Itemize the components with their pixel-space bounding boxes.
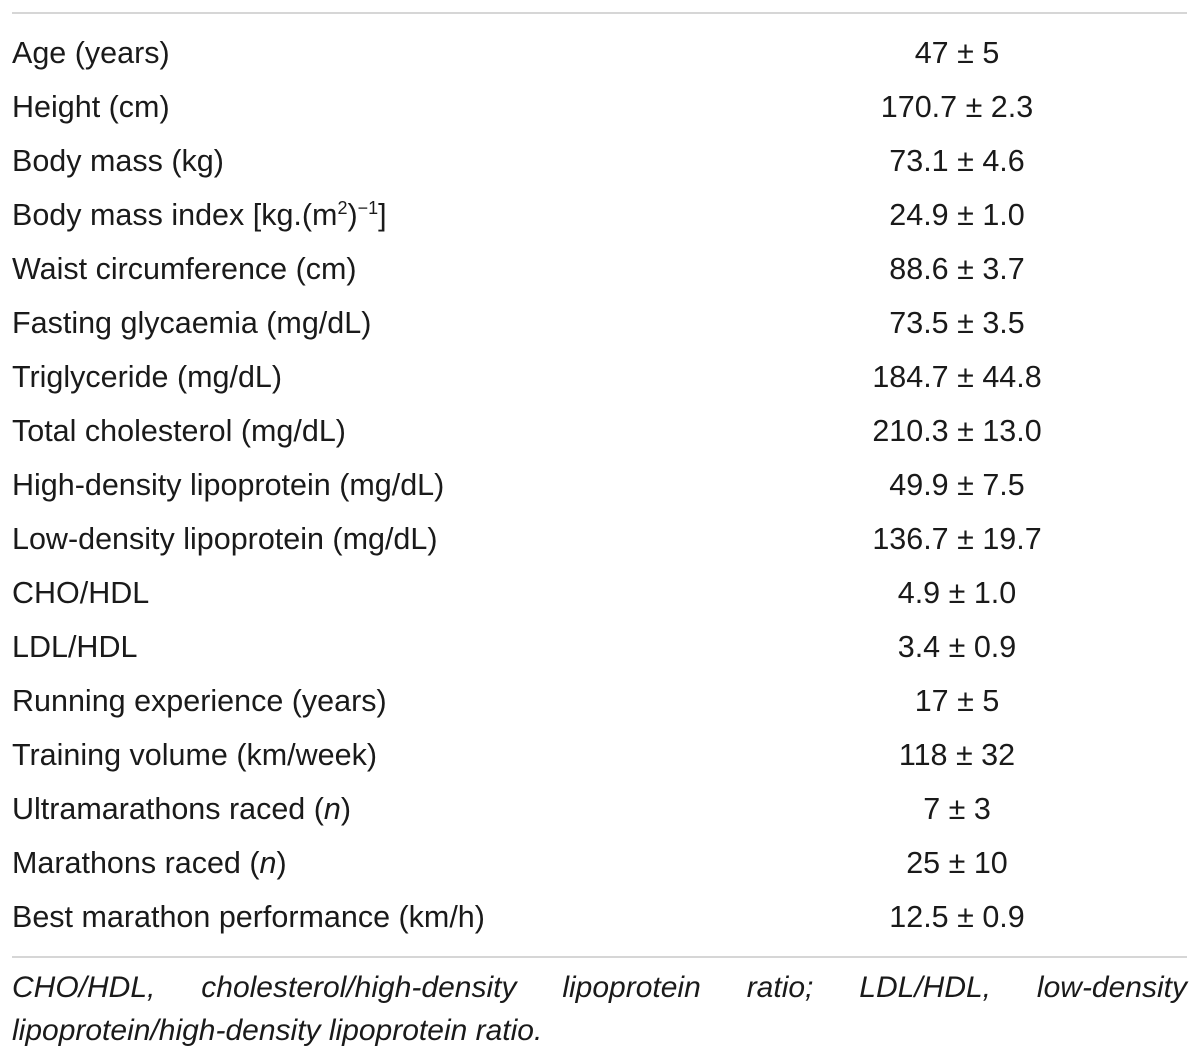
- ultra-label-post: ): [340, 792, 352, 826]
- row-label: Running experience (years): [12, 684, 387, 718]
- table-row: [12, 512, 1187, 566]
- row-label: Body mass (kg): [12, 144, 224, 178]
- table-row: [12, 242, 1187, 296]
- row-value: 47 ± 5: [914, 36, 1000, 70]
- row-value: 88.6 ± 3.7: [889, 252, 1025, 286]
- bmi-label-sup-squared: 2: [337, 197, 348, 218]
- marathons-label-n: n: [259, 846, 277, 880]
- table-row: [12, 404, 1187, 458]
- table-body: [12, 26, 1187, 944]
- table-row: [12, 458, 1187, 512]
- table-row: [12, 26, 1187, 80]
- table-row: [12, 890, 1187, 944]
- row-value: 73.5 ± 3.5: [889, 306, 1025, 340]
- row-label: Low-density lipoprotein (mg/dL): [12, 522, 438, 556]
- bmi-label-pre: Body mass index [kg.(m: [12, 198, 338, 232]
- marathons-label-post: ): [276, 846, 287, 880]
- row-label-marathons: [12, 836, 287, 890]
- row-value: 25 ± 10: [906, 846, 1008, 880]
- table-row: [12, 836, 1187, 890]
- table-row: [12, 674, 1187, 728]
- row-label: Best marathon performance (km/h): [12, 900, 485, 934]
- table-row: [12, 296, 1187, 350]
- row-label: Waist circumference (cm): [12, 252, 357, 286]
- row-value: 73.1 ± 4.6: [889, 144, 1025, 178]
- table-row: [12, 80, 1187, 134]
- row-label: Triglyceride (mg/dL): [12, 360, 283, 394]
- table-footnote: CHO/HDL, cholesterol/high-density lipoprotein ratio; LDL/HDL, low-density lipoprotein/high-density lipoprotein ratio.: [12, 971, 1187, 1047]
- row-value: 7 ± 3: [923, 792, 991, 826]
- row-label-bmi: [12, 188, 387, 242]
- marathons-label-pre: Marathons raced (: [12, 846, 260, 880]
- bmi-label-sup-inverse: −1: [357, 197, 379, 218]
- table-bottom-rule: [12, 956, 1187, 958]
- row-label: Total cholesterol (mg/dL): [12, 414, 346, 448]
- row-label: Age (years): [12, 36, 170, 70]
- row-label: Fasting glycaemia (mg/dL): [12, 306, 372, 340]
- table-row: [12, 782, 1187, 836]
- row-value: 17 ± 5: [914, 684, 1000, 718]
- row-label-ultramarathons: [12, 782, 351, 836]
- row-value: 136.7 ± 19.7: [872, 522, 1042, 556]
- row-value: 49.9 ± 7.5: [889, 468, 1025, 502]
- row-value: 184.7 ± 44.8: [872, 360, 1042, 394]
- row-value: 118 ± 32: [898, 738, 1016, 772]
- table-row: [12, 350, 1187, 404]
- row-value: 24.9 ± 1.0: [889, 198, 1025, 232]
- table-row: [12, 728, 1187, 782]
- bmi-label-mid: ): [347, 198, 358, 232]
- ultra-label-n: n: [323, 792, 341, 826]
- row-label: Training volume (km/week): [12, 738, 377, 772]
- bmi-label-post: ]: [378, 198, 387, 232]
- table-top-rule: [12, 12, 1187, 14]
- row-label: Height (cm): [12, 90, 170, 124]
- row-label: LDL/HDL: [12, 630, 138, 664]
- row-label: CHO/HDL: [12, 576, 150, 610]
- row-value: 12.5 ± 0.9: [889, 900, 1025, 934]
- table-row: [12, 188, 1187, 242]
- ultra-label-pre: Ultramarathons raced (: [12, 792, 324, 826]
- row-value: 3.4 ± 0.9: [897, 630, 1017, 664]
- table-row: [12, 566, 1187, 620]
- row-value: 4.9 ± 1.0: [897, 576, 1017, 610]
- row-value: 210.3 ± 13.0: [872, 414, 1042, 448]
- row-value: 170.7 ± 2.3: [880, 90, 1034, 124]
- table-row: [12, 134, 1187, 188]
- row-label: High-density lipoprotein (mg/dL): [12, 468, 445, 502]
- table-row: [12, 620, 1187, 674]
